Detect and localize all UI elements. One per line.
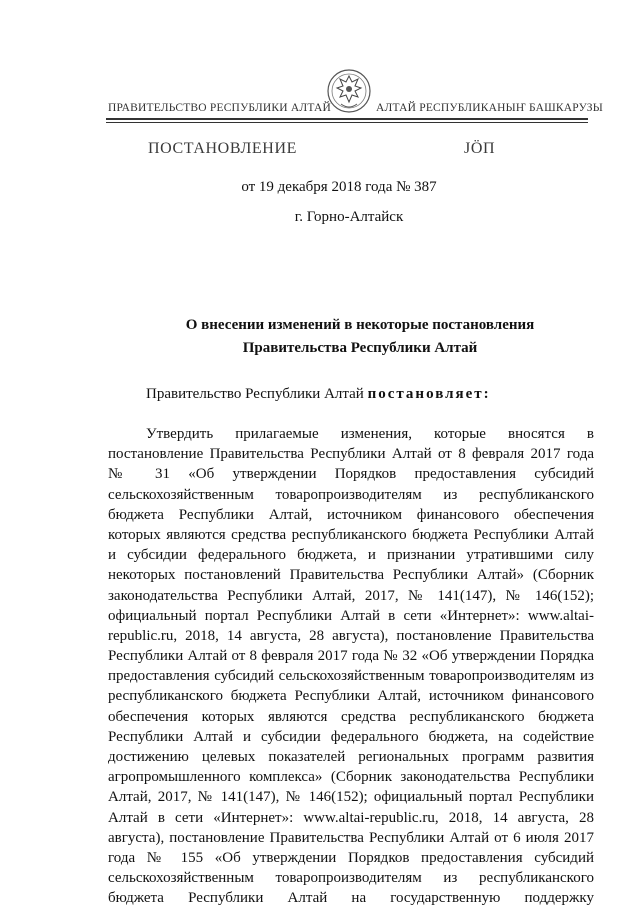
document-date-number: от 19 декабря 2018 года № 387 bbox=[241, 179, 437, 195]
header-rule-thin bbox=[106, 122, 588, 123]
body-line: достижению целевых показателей региональных программ развития bbox=[108, 749, 594, 765]
body-line: сельскохозяйственным товаропроизводителям из республиканского bbox=[108, 486, 594, 503]
coat-of-arms-emblem-icon bbox=[326, 66, 372, 116]
body-line: которых являются средства республиканского бюджета Республики Алтай bbox=[108, 526, 594, 543]
document-title-line: О внесении изменений в некоторые постановления bbox=[185, 317, 535, 333]
resolves-line bbox=[146, 386, 491, 403]
body-line: августа), постановление Правительства Республики Алтай от 6 июля 2017 bbox=[108, 829, 594, 846]
government-name-ru: ПРАВИТЕЛЬСТВО РЕСПУБЛИКИ АЛТАЙ bbox=[108, 102, 332, 114]
document-city: г. Горно-Алтайск bbox=[294, 209, 404, 225]
body-paragraph bbox=[108, 424, 594, 905]
body-line: законодательства Республики Алтай, 2017, № 141(147), № 146(152); bbox=[108, 587, 594, 604]
body-line: предоставления субсидий сельскохозяйственным товаропроизводителям из bbox=[108, 668, 594, 685]
body-line: Алтай, 2017, № 141(147), № 146(152); официальный портал Республики bbox=[108, 789, 594, 806]
document-type-altai: ЈӦП bbox=[464, 140, 496, 157]
body-line: республиканского бюджета Республики Алтай, источником финансового bbox=[108, 688, 594, 705]
body-line: бюджета Республики Алтай на государственную поддержку bbox=[108, 890, 594, 905]
document-title-line: Правительства Республики Алтай bbox=[242, 340, 478, 356]
body-line: republic.ru, 2018, 14 августа, 28 августа), постановление Правительства bbox=[108, 627, 594, 644]
government-name-altai: АЛТАЙ РЕСПУБЛИКАНЫҤ БАШКАРУЗЫ bbox=[376, 102, 603, 114]
body-line: некоторых постановлений Правительства Республики Алтай» (Сборник bbox=[108, 567, 594, 584]
body-line: официальный портал Республики Алтай в сети «Интернет»: www.altai- bbox=[108, 607, 594, 624]
header-rule-thick bbox=[106, 118, 588, 120]
body-line: года № 155 «Об утверждении Порядков предоставления субсидий bbox=[108, 849, 594, 866]
body-line: постановление Правительства Республики Алтай от 8 февраля 2017 года bbox=[108, 446, 594, 463]
body-line: обеспечения которых являются средства республиканского бюджета bbox=[108, 708, 594, 725]
body-line: Республики Алтай от 8 февраля 2017 года № 32 «Об утверждении Порядка bbox=[108, 648, 594, 665]
document-title bbox=[140, 314, 580, 360]
body-line: сельскохозяйственным товаропроизводителям из республиканского bbox=[108, 870, 594, 887]
body-line: № 31 «Об утверждении Порядков предоставления субсидий bbox=[108, 466, 594, 483]
resolves-word: постановляет: bbox=[367, 386, 491, 402]
document-type-ru: ПОСТАНОВЛЕНИЕ bbox=[148, 140, 297, 157]
body-line: Республики Алтай и субсидии федерального бюджета, на содействие bbox=[108, 728, 594, 745]
body-line: бюджета Республики Алтай, источником финансового обеспечения bbox=[108, 506, 594, 523]
body-line: и субсидии федерального бюджета, и признании утратившими силу bbox=[108, 547, 594, 564]
body-line: Утвердить прилагаемые изменения, которые вносятся в bbox=[146, 426, 594, 442]
body-line: Алтай в сети «Интернет»: www.altai-republic.ru, 2018, 14 августа, 28 bbox=[108, 809, 594, 826]
body-line: агропромышленного комплекса» (Сборник законодательства Республики bbox=[108, 769, 594, 786]
resolves-prefix: Правительство Республики Алтай bbox=[146, 386, 364, 402]
